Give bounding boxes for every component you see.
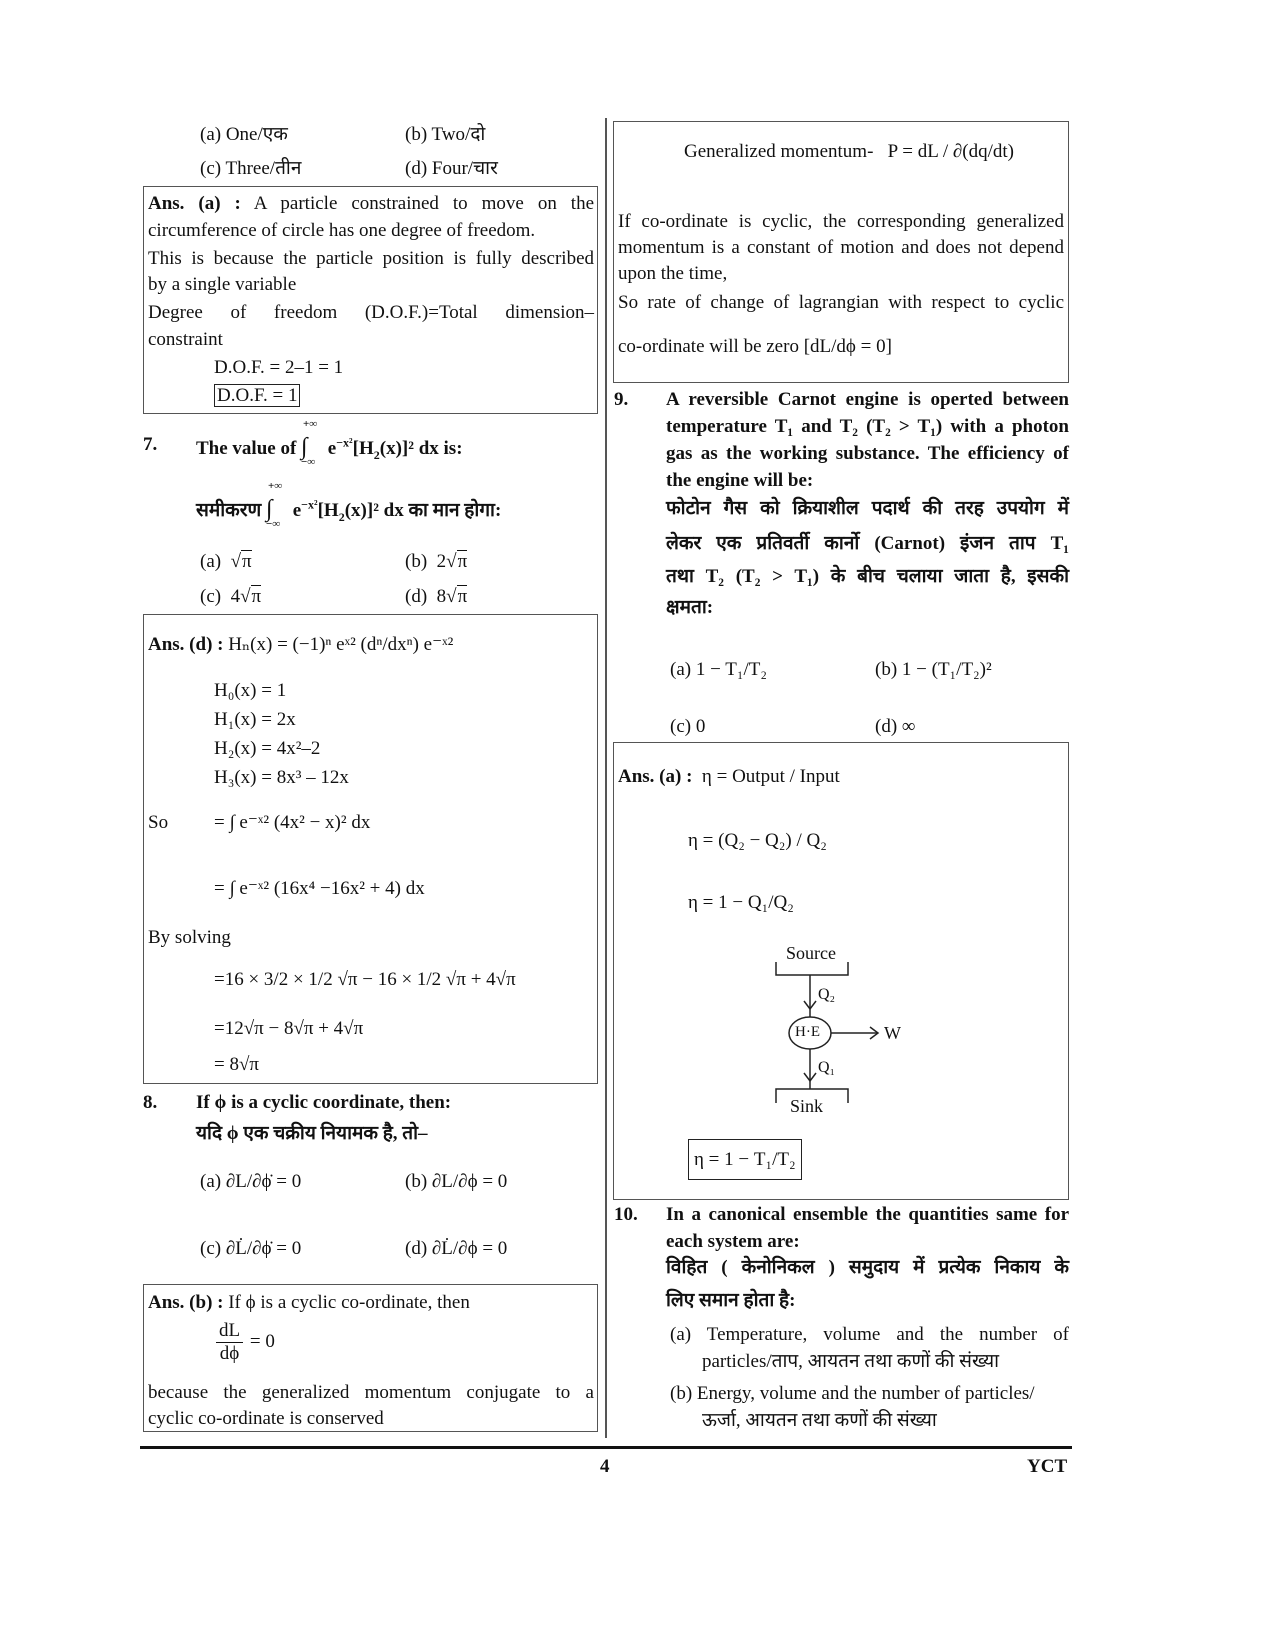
hermite-h2: H₂(x) = 4x²–2 — [214, 738, 321, 759]
generalized-momentum-line — [684, 142, 1014, 161]
q8-option-d: (d) ∂L̇/∂ϕ = 0 — [405, 1238, 508, 1259]
eq-rhs: = 0 — [249, 1330, 275, 1352]
q9-question-hi-1: फोटोन गैस को क्रियाशील पदार्थ की तरह उपयोग में — [666, 498, 1069, 519]
q9-question-hi-4: क्षमता: — [666, 597, 714, 618]
solve-step5: = 8√π — [214, 1054, 259, 1075]
q6-option-d: (d) Four/चार — [405, 158, 498, 179]
q8-cont-line1: If co-ordinate is cyclic, the corresponding generalized — [618, 211, 1064, 232]
q9-question-hi-3: तथा T₂ (T₂ > T₁) के बीच चलाया जाता है, इसकी — [666, 566, 1069, 587]
q9-option-b: (b) 1 − (T₁/T₂)² — [875, 659, 992, 680]
q10-question-en-1: In a canonical ensemble the quantities same for — [666, 1204, 1069, 1225]
work-label: W — [884, 1023, 901, 1043]
q8-answer-equation — [214, 1321, 275, 1364]
answer-label: Ans. (a) : — [618, 766, 693, 787]
q7-tail: (x)]² dx — [344, 500, 404, 521]
q10-number: 10. — [614, 1204, 638, 1225]
integral-lower: −∞ — [301, 456, 316, 468]
q6-answer-line3: This is because the particle position is fully described — [148, 248, 594, 269]
q7-prefix: The value of — [196, 438, 297, 459]
q10-option-b-line1: (b) Energy, volume and the number of particles/ — [670, 1383, 1035, 1404]
solve-step3: =16 × 3/2 × 1/2 √π − 16 × 1/2 √π + 4√π — [214, 969, 516, 990]
q9-option-a: (a) 1 − T₁/T₂ — [670, 659, 767, 680]
gm-equation: P = dL / ∂(dq/dt) — [887, 141, 1015, 162]
q7-option-d: (d) 8√π — [405, 586, 468, 607]
q8-answer-text: If ϕ is a cyclic co-ordinate, then — [223, 1292, 470, 1313]
q6-option-b: (b) Two/दो — [405, 124, 486, 145]
q9-number: 9. — [614, 389, 629, 410]
q7-body: [H — [317, 500, 339, 521]
so-label: So — [148, 812, 169, 833]
q1-label: Q₁ — [818, 1059, 836, 1076]
q6-answer-box — [143, 186, 598, 414]
q8-option-a: (a) ∂L/∂ϕ̇ = 0 — [200, 1171, 302, 1192]
q7-suffix-hi: का मान होगा: — [408, 500, 502, 521]
q8-cont-line4: So rate of change of lagrangian with respect to cyclic — [618, 292, 1064, 313]
engine-label: H·E — [795, 1024, 820, 1040]
q10-question-hi-1: विहित ( केनोनिकल ) समुदाय में प्रत्येक निकाय के — [666, 1257, 1069, 1278]
q7-option-a: (a) √π — [200, 551, 252, 572]
q9-question-hi-2: लेकर एक प्रतिवर्ती कार्नो (Carnot) इंजन ताप T₁ — [666, 533, 1069, 554]
q10-option-b-line2: ऊर्जा, आयतन तथा कणों की संख्या — [702, 1410, 937, 1431]
hermite-h3: H₃(x) = 8x³ – 12x — [214, 767, 349, 788]
integral-step2: = ∫ e⁻ˣ² (16x⁴ −16x² + 4) dx — [214, 878, 425, 899]
integral-lower: −∞ — [265, 518, 281, 530]
q7-integrand: e — [327, 438, 337, 459]
publisher-brand: YCT — [1027, 1456, 1068, 1477]
answer-label: Ans. (d) : — [148, 634, 224, 655]
q7-tail: (x)]² dx — [379, 438, 439, 459]
gm-label: Generalized momentum- — [684, 141, 874, 162]
q6-answer-result: D.O.F. = 1 — [214, 384, 300, 407]
sink-label: Sink — [790, 1096, 824, 1116]
q6-answer-line6: constraint — [148, 329, 223, 350]
q7-option-c: (c) 4√π — [200, 586, 262, 607]
q6-answer-calc: D.O.F. = 2–1 = 1 — [214, 357, 344, 378]
q8-cont-line2: momentum is a constant of motion and does not depend — [618, 237, 1064, 258]
q9-answer-result: η = 1 − T₁/T₂ — [688, 1139, 802, 1180]
q10-option-a-line1: (a) Temperature, volume and the number of — [670, 1324, 1069, 1345]
hermite-h1: H₁(x) = 2x — [214, 709, 296, 730]
q9-question-en-1: A reversible Carnot engine is operted between — [666, 389, 1069, 410]
q8-cont-line5 — [618, 337, 892, 356]
source-label: Source — [786, 943, 836, 963]
integral-step1: = ∫ e⁻ˣ² (4x² − x)² dx — [214, 812, 371, 833]
efficiency-def: η = Output / Input — [701, 766, 840, 787]
integral-upper: +∞ — [267, 480, 283, 492]
footer-rule — [140, 1446, 1072, 1449]
by-solving-label: By solving — [148, 927, 231, 948]
q8-cont-line3: upon the time, — [618, 263, 728, 284]
integral-upper: +∞ — [303, 418, 318, 430]
q7-question-hi — [196, 480, 502, 530]
q9-option-c: (c) 0 — [670, 716, 706, 737]
q6-option-a: (a) One/एक — [200, 124, 288, 145]
q8-question-en: If ϕ is a cyclic coordinate, then: — [196, 1092, 452, 1113]
q7-integrand: e — [292, 500, 302, 521]
q7-prefix-hi: समीकरण — [196, 500, 262, 521]
q7-option-b: (b) 2√π — [405, 551, 468, 572]
q6-answer-text: A particle constrained to move on the — [240, 193, 594, 214]
q7-answer-formula-line — [148, 635, 453, 654]
q10-question-en-2: each system are: — [666, 1231, 800, 1252]
page-number: 4 — [600, 1456, 610, 1477]
q2-label: Q₂ — [818, 986, 836, 1003]
q7-sub: 2 — [373, 447, 380, 462]
column-divider — [605, 118, 607, 1438]
eq-denominator: dϕ — [219, 1342, 240, 1364]
q6-answer-line1 — [148, 194, 594, 213]
q9-answer-eq1 — [618, 767, 840, 786]
q8-question-hi: यदि ϕ एक चक्रीय नियामक है, तो– — [196, 1123, 428, 1144]
q6-answer-line2: circumference of circle has one degree of freedom. — [148, 220, 536, 241]
q9-answer-eq2: η = (Q₂ − Q₂) / Q₂ — [688, 830, 827, 851]
q6-answer-line5: Degree of freedom (D.O.F.)=Total dimension– — [148, 302, 594, 323]
q9-question-en-2: temperature T₁ and T₂ (T₂ > T₁) with a photon — [666, 416, 1069, 437]
q8-option-b: (b) ∂L/∂ϕ = 0 — [405, 1171, 508, 1192]
q9-answer-eq3: η = 1 − Q₁/Q₂ — [688, 892, 794, 913]
q6-option-c: (c) Three/तीन — [200, 158, 302, 179]
q7-body: [H — [352, 438, 374, 459]
q6-answer-line4: by a single variable — [148, 274, 297, 295]
answer-label: Ans. (a) : — [148, 193, 241, 214]
q8-answer-box — [143, 1284, 598, 1432]
hermite-h0: H₀(x) = 1 — [214, 680, 287, 701]
q8-number: 8. — [143, 1092, 158, 1113]
integral-sign: ∫ — [265, 496, 273, 522]
q7-question-en — [196, 418, 463, 468]
q7-exp: −x² — [301, 497, 318, 512]
q8-continuation-box — [613, 121, 1069, 383]
q7-exp: −x² — [336, 435, 353, 450]
heat-engine-diagram — [754, 943, 934, 1123]
q8-option-c: (c) ∂L̇/∂ϕ̇ = 0 — [200, 1238, 302, 1259]
q10-question-hi-2: लिए समान होता है: — [666, 1290, 796, 1311]
q8-answer-line2: because the generalized momentum conjugate to a — [148, 1382, 594, 1403]
q7-answer-box — [143, 614, 598, 1084]
q7-number: 7. — [143, 434, 158, 455]
q9-question-en-4: the engine will be: — [666, 470, 814, 491]
q7-suffix: is: — [443, 438, 463, 459]
q10-option-a-line2: particles/ताप, आयतन तथा कणों की संख्या — [702, 1351, 1000, 1372]
q8-cont-eq: [dL/dϕ = 0] — [803, 336, 892, 357]
q8-answer-line3: cyclic co-ordinate is conserved — [148, 1408, 384, 1429]
q9-question-en-3: gas as the working substance. The efficiency of — [666, 443, 1069, 464]
integral-sign: ∫ — [301, 434, 308, 460]
q8-cont-text: co-ordinate will be zero — [618, 336, 799, 357]
heat-engine-diagram-lines — [754, 943, 934, 1123]
source-bracket — [776, 962, 848, 975]
eq-numerator: dL — [216, 1321, 243, 1343]
q8-answer-line1 — [148, 1293, 470, 1312]
answer-label: Ans. (b) : — [148, 1292, 224, 1313]
solve-step4: =12√π − 8√π + 4√π — [214, 1018, 364, 1039]
q9-option-d: (d) ∞ — [875, 716, 916, 737]
q7-sub: 2 — [338, 509, 345, 524]
q9-answer-box — [613, 742, 1069, 1200]
hermite-formula: Hₙ(x) = (−1)ⁿ eˣ² (dⁿ/dxⁿ) e⁻ˣ² — [228, 634, 454, 655]
